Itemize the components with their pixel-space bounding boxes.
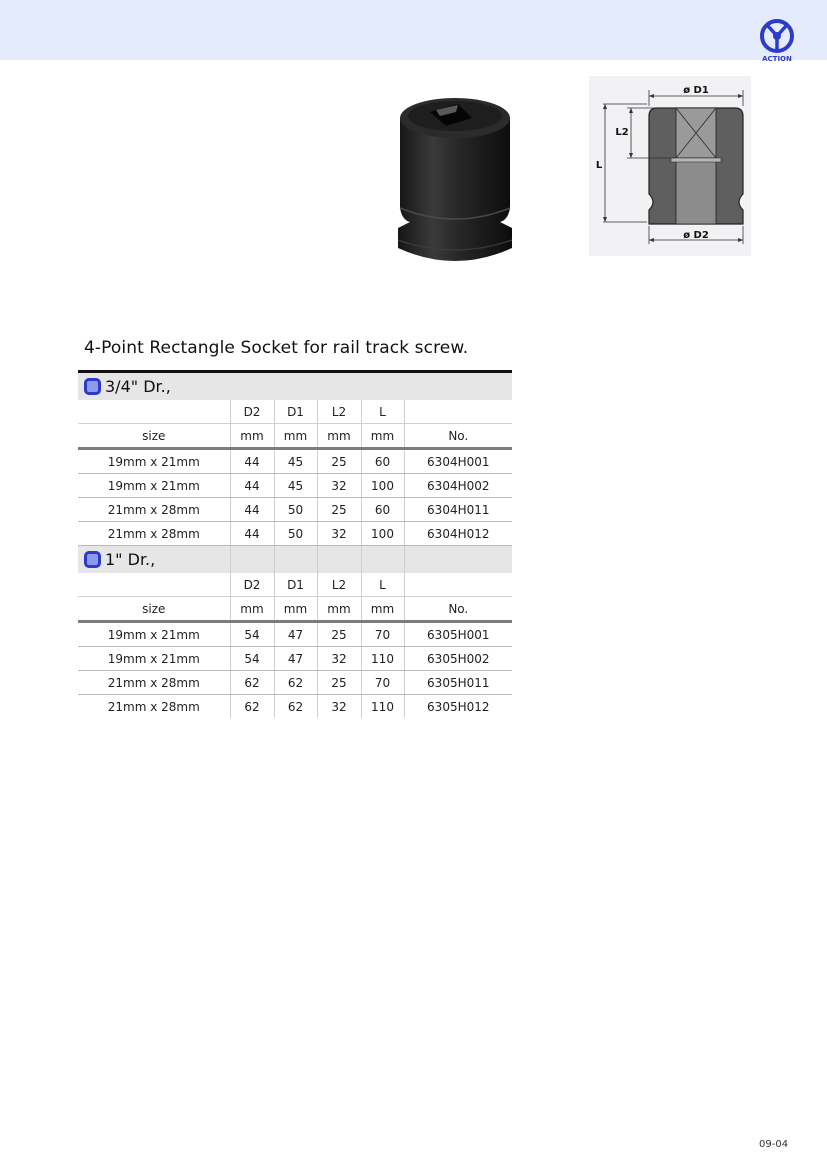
d1-cell: 50 bbox=[274, 522, 317, 546]
d2-label: ø D2 bbox=[683, 230, 709, 241]
d2-cell: 54 bbox=[230, 622, 274, 647]
col-l: L bbox=[361, 573, 404, 597]
page-number: 09-04 bbox=[759, 1139, 789, 1150]
d2-cell: 44 bbox=[230, 449, 274, 474]
l-cell: 60 bbox=[361, 498, 404, 522]
l2-cell: 32 bbox=[317, 695, 361, 719]
part-number-cell: 6305H011 bbox=[404, 671, 512, 695]
d1-cell: 47 bbox=[274, 622, 317, 647]
d2-cell: 44 bbox=[230, 474, 274, 498]
d2-cell: 44 bbox=[230, 498, 274, 522]
dimension-header-row bbox=[78, 400, 512, 424]
col-d1: D1 bbox=[274, 573, 317, 597]
l-label: L bbox=[595, 160, 603, 171]
section-title: 1" Dr., bbox=[105, 550, 156, 569]
part-number-cell: 6304H001 bbox=[404, 449, 512, 474]
section-bullet-icon bbox=[84, 378, 101, 395]
d1-cell: 45 bbox=[274, 474, 317, 498]
d1-cell: 47 bbox=[274, 647, 317, 671]
unit-header-row bbox=[78, 424, 512, 449]
table-row bbox=[78, 622, 512, 647]
size-cell: 21mm x 28mm bbox=[107, 699, 200, 714]
table-row bbox=[78, 474, 512, 498]
part-number-cell: 6304H002 bbox=[404, 474, 512, 498]
table-row bbox=[78, 695, 512, 719]
d1-label: ø D1 bbox=[683, 85, 709, 96]
col-l2: L2 bbox=[317, 573, 361, 597]
unit-cell: mm bbox=[317, 424, 361, 449]
d2-cell: 54 bbox=[230, 647, 274, 671]
d2-cell: 62 bbox=[230, 695, 274, 719]
size-cell: 21mm x 28mm bbox=[78, 498, 230, 522]
part-number-cell: 6304H012 bbox=[404, 522, 512, 546]
unit-cell: mm bbox=[230, 597, 274, 622]
spec-table-container bbox=[78, 370, 512, 718]
size-cell: 19mm x 21mm bbox=[78, 449, 230, 474]
d1-cell: 62 bbox=[274, 671, 317, 695]
unit-cell: mm bbox=[361, 424, 404, 449]
product-title: 4-Point Rectangle Socket for rail track screw. bbox=[84, 338, 469, 358]
unit-cell: mm bbox=[230, 424, 274, 449]
d2-cell: 44 bbox=[230, 522, 274, 546]
l2-cell: 25 bbox=[317, 498, 361, 522]
l-cell: 70 bbox=[361, 671, 404, 695]
l-cell: 110 bbox=[361, 647, 404, 671]
size-cell: 19mm x 21mm bbox=[78, 647, 230, 671]
unit-cell: mm bbox=[274, 424, 317, 449]
l2-cell: 32 bbox=[317, 474, 361, 498]
unit-cell: mm bbox=[317, 597, 361, 622]
table-row bbox=[78, 449, 512, 474]
l2-cell: 25 bbox=[317, 449, 361, 474]
d1-cell: 50 bbox=[274, 498, 317, 522]
d1-cell: 45 bbox=[274, 449, 317, 474]
section-header-row bbox=[78, 372, 512, 401]
part-number-cell: 6304H011 bbox=[404, 498, 512, 522]
col-part-number: No. bbox=[404, 597, 512, 622]
socket-photo bbox=[390, 90, 520, 265]
col-d2: D2 bbox=[230, 400, 274, 424]
l-cell: 60 bbox=[361, 449, 404, 474]
l-cell: 70 bbox=[361, 622, 404, 647]
dimension-header-row bbox=[78, 573, 512, 597]
col-l: L bbox=[361, 400, 404, 424]
section-title: 3/4" Dr., bbox=[105, 377, 171, 396]
part-number-cell: 6305H001 bbox=[404, 622, 512, 647]
logo-text: ACTION bbox=[762, 55, 792, 63]
l-cell: 100 bbox=[361, 474, 404, 498]
unit-cell: mm bbox=[361, 597, 404, 622]
table-row bbox=[78, 498, 512, 522]
col-d2: D2 bbox=[230, 573, 274, 597]
d2-cell: 62 bbox=[230, 671, 274, 695]
col-d1: D1 bbox=[274, 400, 317, 424]
action-logo-icon bbox=[756, 16, 800, 64]
l2-label: L2 bbox=[615, 127, 629, 138]
col-l2: L2 bbox=[317, 400, 361, 424]
l2-cell: 32 bbox=[317, 522, 361, 546]
size-cell: 19mm x 21mm bbox=[78, 622, 230, 647]
part-number-cell: 6305H002 bbox=[404, 647, 512, 671]
size-cell: 21mm x 28mm bbox=[78, 671, 230, 695]
unit-header-row bbox=[78, 597, 512, 622]
l-cell: 110 bbox=[361, 695, 404, 719]
d1-cell: 62 bbox=[274, 695, 317, 719]
col-part-number: No. bbox=[404, 424, 512, 449]
size-cell: 21mm x 28mm bbox=[78, 522, 230, 546]
table-row bbox=[78, 522, 512, 546]
table-row bbox=[78, 671, 512, 695]
l-cell: 100 bbox=[361, 522, 404, 546]
section-header-row bbox=[78, 546, 512, 574]
spec-table bbox=[78, 370, 512, 718]
l2-cell: 25 bbox=[317, 671, 361, 695]
l2-cell: 25 bbox=[317, 622, 361, 647]
size-cell: 19mm x 21mm bbox=[78, 474, 230, 498]
header-band bbox=[0, 0, 827, 60]
table-row bbox=[78, 647, 512, 671]
socket-dimension-diagram bbox=[589, 76, 751, 256]
col-size: size bbox=[78, 597, 230, 622]
unit-cell: mm bbox=[274, 597, 317, 622]
col-size: size bbox=[78, 424, 230, 449]
part-number-cell: 6305H012 bbox=[404, 695, 512, 719]
section-bullet-icon bbox=[84, 551, 101, 568]
l2-cell: 32 bbox=[317, 647, 361, 671]
